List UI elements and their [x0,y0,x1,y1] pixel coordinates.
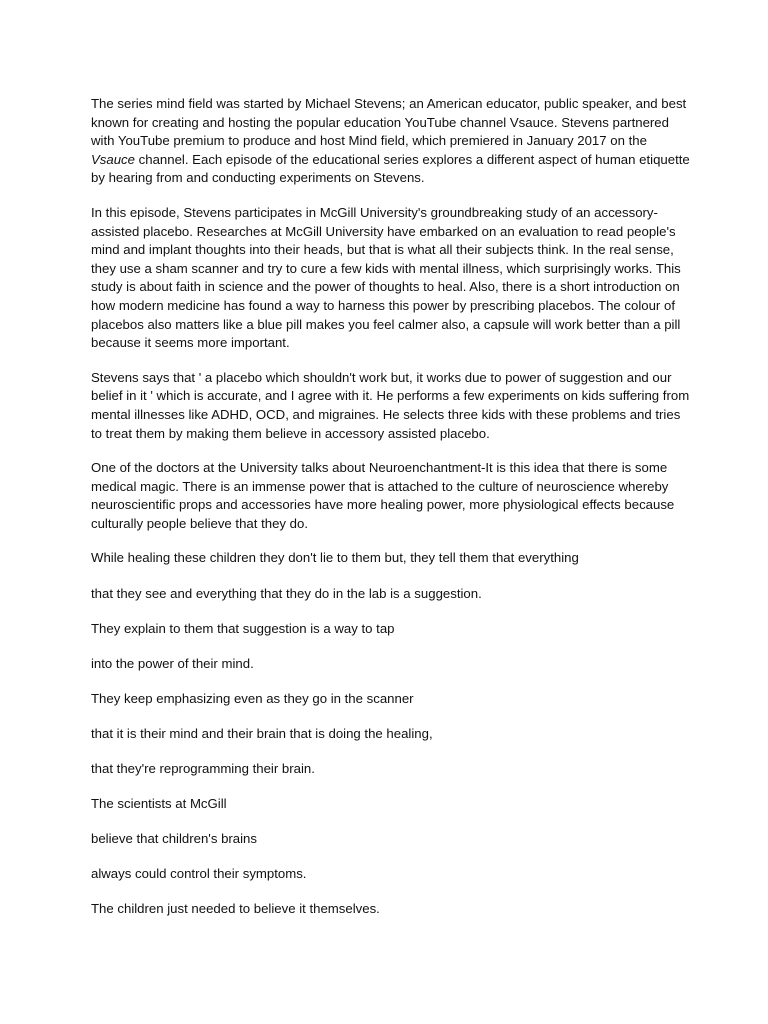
text-line: into the power of their mind. [91,655,254,671]
text-line: believe that children's brains [91,831,257,847]
paragraph-episode: In this episode, Stevens participates in McGill University's groundbreaking study of an accessory-assisted placebo. Researches at McGill University have embarked on an evaluation to read people's mind and implant thoughts into their heads, but that is what all their subjects think. In the real sense, they use a sham scanner and try to cure a few kids with mental illness, which surprisingly works. This study is about faith in science and the power of thoughts to heal. Also, there is a short introduction on how modern medicine has found a way to harness this power by prescribing placebos. The colour of placebos also matters like a blue pill makes you feel calmer also, a capsule will work better than a pill because it seems more important. [91,204,681,351]
text-line: always could control their symptoms. [91,866,307,882]
paragraph-intro-text-b: channel. Each episode of the educational series explores a different aspect of human etiquette by hearing from and conducting experiments on Stevens. [91,151,690,186]
paragraph-neuroenchantment: One of the doctors at the University talks about Neuroenchantment-It is this idea that there is some medical magic. There is an immense power that is attached to the culture of neuroscience whereby neuroscientific props and accessories have more healing power, more physiological effects because culturally people believe that they do. [91,460,675,531]
paragraph-placebo-quote: Stevens says that ' a placebo which shouldn't work but, it works due to power of suggestion and our belief in it ' which is accurate, and I agree with it. He performs a few experiments on kids suffering from mental illnesses like ADHD, OCD, and migraines. He selects three kids with these problems and tries to treat them by making them believe in accessory assisted placebo. [91,369,690,441]
text-line: They explain to them that suggestion is a way to tap [91,620,395,636]
text-line: that they see and everything that they do in the lab is a suggestion. [91,585,482,601]
text-line: They keep emphasizing even as they go in the scanner [91,690,414,706]
text-line: that they're reprogramming their brain. [91,761,315,777]
text-line: The children just needed to believe it themselves. [91,901,380,917]
document-body [91,95,691,936]
paragraph-intro-italic: Vsauce [91,151,135,167]
text-line: While healing these children they don't lie to them but, they tell them that everything [91,550,579,566]
text-line: The scientists at McGill [91,796,227,812]
paragraph-intro-text-a: The series mind field was started by Michael Stevens; an American educator, public speaker, and best known for creating and hosting the popular education YouTube channel Vsauce. Stevens partnered with YouTube premium to produce and host Mind field, which premiered in January 2017 on the [91,96,687,149]
text-line: that it is their mind and their brain that is doing the healing, [91,725,433,741]
paragraph-intro [91,95,691,188]
